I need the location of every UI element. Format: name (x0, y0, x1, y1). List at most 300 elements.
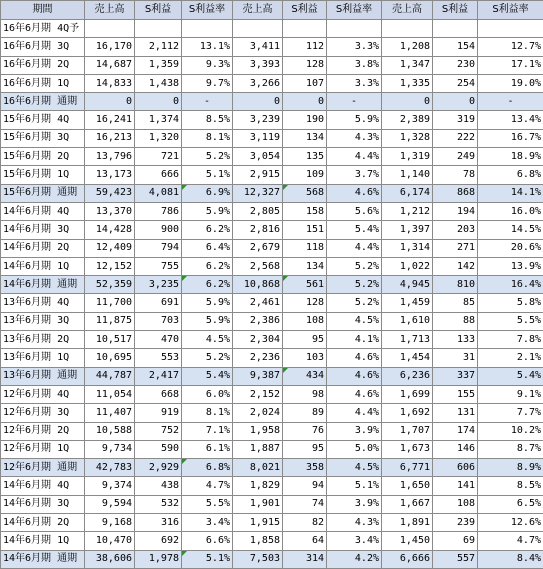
data-cell[interactable] (433, 459, 478, 477)
data-cell[interactable] (135, 477, 182, 495)
data-cell[interactable] (233, 477, 283, 495)
data-cell[interactable] (478, 129, 543, 147)
data-cell[interactable] (135, 404, 182, 422)
data-cell[interactable] (182, 38, 233, 56)
data-cell[interactable] (433, 550, 478, 568)
column-header-s-profit-1[interactable]: S利益 (135, 1, 182, 20)
data-cell[interactable] (233, 294, 283, 312)
data-cell[interactable] (182, 349, 233, 367)
data-cell[interactable] (382, 422, 433, 440)
data-cell[interactable] (85, 477, 135, 495)
data-cell[interactable] (478, 312, 543, 330)
data-cell[interactable] (182, 74, 233, 92)
data-cell[interactable] (382, 477, 433, 495)
data-cell[interactable] (85, 276, 135, 294)
column-header-s-profit-2[interactable]: S利益 (283, 1, 327, 20)
data-cell[interactable] (478, 440, 543, 458)
data-cell[interactable] (85, 166, 135, 184)
data-cell[interactable] (327, 404, 382, 422)
data-cell[interactable] (135, 495, 182, 513)
data-cell[interactable] (182, 294, 233, 312)
data-cell[interactable] (327, 166, 382, 184)
data-cell[interactable] (182, 148, 233, 166)
data-cell[interactable] (233, 385, 283, 403)
data-cell[interactable] (182, 129, 233, 147)
data-cell[interactable] (233, 239, 283, 257)
data-cell[interactable] (382, 202, 433, 220)
data-cell[interactable] (283, 166, 327, 184)
data-cell[interactable] (382, 495, 433, 513)
data-cell[interactable] (85, 93, 135, 111)
data-cell[interactable] (382, 440, 433, 458)
data-cell[interactable] (478, 367, 543, 385)
data-cell[interactable] (135, 202, 182, 220)
data-cell[interactable] (135, 367, 182, 385)
period-cell[interactable]: 15年6月期 3Q (1, 129, 85, 147)
data-cell[interactable] (135, 385, 182, 403)
column-header-period[interactable]: 期間 (1, 1, 85, 20)
data-cell[interactable] (135, 349, 182, 367)
period-cell[interactable]: 14年6月期 2Q (1, 514, 85, 532)
data-cell[interactable] (327, 294, 382, 312)
period-cell[interactable]: 14年6月期 1Q (1, 532, 85, 550)
data-cell[interactable] (433, 184, 478, 202)
data-cell[interactable] (478, 93, 543, 111)
column-header-sales-1[interactable]: 売上高 (85, 1, 135, 20)
data-cell[interactable] (182, 56, 233, 74)
data-cell[interactable] (382, 221, 433, 239)
data-cell[interactable] (382, 276, 433, 294)
data-cell[interactable] (233, 74, 283, 92)
data-cell[interactable] (283, 385, 327, 403)
data-cell[interactable] (135, 550, 182, 568)
column-header-sales-3[interactable]: 売上高 (382, 1, 433, 20)
data-cell[interactable] (182, 532, 233, 550)
data-cell[interactable] (283, 331, 327, 349)
period-cell[interactable]: 16年6月期 1Q (1, 74, 85, 92)
data-cell[interactable] (233, 331, 283, 349)
data-cell[interactable] (233, 514, 283, 532)
data-cell[interactable] (233, 349, 283, 367)
data-cell[interactable] (478, 148, 543, 166)
period-cell[interactable]: 13年6月期 1Q (1, 349, 85, 367)
data-cell[interactable] (182, 550, 233, 568)
data-cell[interactable] (135, 312, 182, 330)
data-cell[interactable] (478, 257, 543, 275)
data-cell[interactable] (283, 20, 327, 38)
data-cell[interactable] (182, 367, 233, 385)
period-cell[interactable]: 14年6月期 3Q (1, 221, 85, 239)
data-cell[interactable] (327, 440, 382, 458)
data-cell[interactable] (233, 202, 283, 220)
period-cell[interactable]: 13年6月期 2Q (1, 331, 85, 349)
column-header-s-margin-1[interactable]: S利益率 (182, 1, 233, 20)
data-cell[interactable] (327, 111, 382, 129)
data-cell[interactable] (433, 276, 478, 294)
data-cell[interactable] (85, 422, 135, 440)
data-cell[interactable] (182, 276, 233, 294)
data-cell[interactable] (85, 294, 135, 312)
data-cell[interactable] (478, 404, 543, 422)
data-cell[interactable] (135, 532, 182, 550)
data-cell[interactable] (135, 514, 182, 532)
data-cell[interactable] (135, 148, 182, 166)
data-cell[interactable] (283, 276, 327, 294)
period-cell[interactable]: 16年6月期 通期 (1, 93, 85, 111)
data-cell[interactable] (85, 404, 135, 422)
data-cell[interactable] (233, 312, 283, 330)
period-cell[interactable]: 12年6月期 4Q (1, 385, 85, 403)
data-cell[interactable] (382, 38, 433, 56)
period-cell[interactable]: 12年6月期 通期 (1, 459, 85, 477)
data-cell[interactable] (182, 221, 233, 239)
data-cell[interactable] (382, 367, 433, 385)
data-cell[interactable] (283, 367, 327, 385)
data-cell[interactable] (135, 221, 182, 239)
data-cell[interactable] (327, 459, 382, 477)
data-cell[interactable] (433, 56, 478, 74)
data-cell[interactable] (327, 385, 382, 403)
data-cell[interactable] (283, 550, 327, 568)
data-cell[interactable] (382, 56, 433, 74)
data-cell[interactable] (327, 257, 382, 275)
data-cell[interactable] (233, 440, 283, 458)
data-cell[interactable] (233, 550, 283, 568)
data-cell[interactable] (382, 349, 433, 367)
data-cell[interactable] (433, 166, 478, 184)
period-cell[interactable]: 13年6月期 3Q (1, 312, 85, 330)
data-cell[interactable] (382, 74, 433, 92)
data-cell[interactable] (283, 221, 327, 239)
data-cell[interactable] (433, 38, 478, 56)
data-cell[interactable] (433, 404, 478, 422)
data-cell[interactable] (478, 532, 543, 550)
data-cell[interactable] (327, 550, 382, 568)
period-cell[interactable]: 12年6月期 2Q (1, 422, 85, 440)
data-cell[interactable] (135, 294, 182, 312)
data-cell[interactable] (327, 129, 382, 147)
column-header-sales-2[interactable]: 売上高 (233, 1, 283, 20)
data-cell[interactable] (327, 239, 382, 257)
data-cell[interactable] (382, 514, 433, 532)
data-cell[interactable] (433, 532, 478, 550)
data-cell[interactable] (233, 459, 283, 477)
data-cell[interactable] (478, 221, 543, 239)
data-cell[interactable] (382, 93, 433, 111)
data-cell[interactable] (433, 129, 478, 147)
data-cell[interactable] (433, 367, 478, 385)
data-cell[interactable] (478, 294, 543, 312)
data-cell[interactable] (327, 93, 382, 111)
data-cell[interactable] (85, 221, 135, 239)
period-cell[interactable]: 14年6月期 4Q (1, 202, 85, 220)
data-cell[interactable] (327, 349, 382, 367)
data-cell[interactable] (283, 202, 327, 220)
data-cell[interactable] (182, 495, 233, 513)
data-cell[interactable] (478, 111, 543, 129)
column-header-s-margin-3[interactable]: S利益率 (478, 1, 543, 20)
data-cell[interactable] (433, 514, 478, 532)
period-cell[interactable]: 15年6月期 1Q (1, 166, 85, 184)
data-cell[interactable] (182, 477, 233, 495)
data-cell[interactable] (135, 111, 182, 129)
data-cell[interactable] (85, 367, 135, 385)
data-cell[interactable] (135, 184, 182, 202)
data-cell[interactable] (433, 422, 478, 440)
period-cell[interactable]: 15年6月期 2Q (1, 148, 85, 166)
data-cell[interactable] (433, 312, 478, 330)
data-cell[interactable] (135, 257, 182, 275)
data-cell[interactable] (135, 239, 182, 257)
data-cell[interactable] (327, 148, 382, 166)
data-cell[interactable] (182, 440, 233, 458)
data-cell[interactable] (283, 239, 327, 257)
period-cell[interactable]: 14年6月期 3Q (1, 495, 85, 513)
data-cell[interactable] (283, 312, 327, 330)
data-cell[interactable] (327, 20, 382, 38)
data-cell[interactable] (433, 440, 478, 458)
data-cell[interactable] (135, 331, 182, 349)
data-cell[interactable] (283, 440, 327, 458)
data-cell[interactable] (85, 184, 135, 202)
data-cell[interactable] (135, 38, 182, 56)
data-cell[interactable] (478, 74, 543, 92)
data-cell[interactable] (283, 495, 327, 513)
data-cell[interactable] (433, 477, 478, 495)
data-cell[interactable] (182, 202, 233, 220)
period-cell[interactable]: 16年6月期 3Q (1, 38, 85, 56)
data-cell[interactable] (233, 221, 283, 239)
data-cell[interactable] (135, 129, 182, 147)
data-cell[interactable] (382, 257, 433, 275)
period-cell[interactable]: 12年6月期 1Q (1, 440, 85, 458)
data-cell[interactable] (233, 56, 283, 74)
data-cell[interactable] (85, 129, 135, 147)
data-cell[interactable] (433, 294, 478, 312)
data-cell[interactable] (382, 385, 433, 403)
data-cell[interactable] (283, 294, 327, 312)
data-cell[interactable] (382, 404, 433, 422)
data-cell[interactable] (327, 367, 382, 385)
data-cell[interactable] (478, 550, 543, 568)
data-cell[interactable] (382, 294, 433, 312)
data-cell[interactable] (382, 550, 433, 568)
data-cell[interactable] (283, 257, 327, 275)
data-cell[interactable] (283, 184, 327, 202)
data-cell[interactable] (283, 56, 327, 74)
data-cell[interactable] (283, 93, 327, 111)
data-cell[interactable] (478, 385, 543, 403)
data-cell[interactable] (478, 514, 543, 532)
data-cell[interactable] (85, 440, 135, 458)
column-header-s-profit-3[interactable]: S利益 (433, 1, 478, 20)
data-cell[interactable] (233, 20, 283, 38)
data-cell[interactable] (478, 56, 543, 74)
data-cell[interactable] (233, 129, 283, 147)
data-cell[interactable] (382, 111, 433, 129)
data-cell[interactable] (382, 184, 433, 202)
data-cell[interactable] (85, 312, 135, 330)
data-cell[interactable] (85, 385, 135, 403)
data-cell[interactable] (327, 202, 382, 220)
data-cell[interactable] (182, 239, 233, 257)
data-cell[interactable] (135, 459, 182, 477)
data-cell[interactable] (327, 422, 382, 440)
data-cell[interactable] (327, 221, 382, 239)
data-cell[interactable] (327, 312, 382, 330)
data-cell[interactable] (327, 477, 382, 495)
data-cell[interactable] (478, 422, 543, 440)
data-cell[interactable] (182, 459, 233, 477)
period-cell[interactable]: 13年6月期 4Q (1, 294, 85, 312)
data-cell[interactable] (478, 202, 543, 220)
period-cell[interactable]: 14年6月期 4Q (1, 477, 85, 495)
data-cell[interactable] (382, 166, 433, 184)
data-cell[interactable] (233, 93, 283, 111)
period-cell[interactable]: 14年6月期 通期 (1, 276, 85, 294)
data-cell[interactable] (135, 56, 182, 74)
data-cell[interactable] (382, 331, 433, 349)
data-cell[interactable] (433, 495, 478, 513)
data-cell[interactable] (182, 20, 233, 38)
data-cell[interactable] (233, 367, 283, 385)
data-cell[interactable] (233, 111, 283, 129)
data-cell[interactable] (233, 257, 283, 275)
data-cell[interactable] (283, 459, 327, 477)
data-cell[interactable] (85, 20, 135, 38)
data-cell[interactable] (283, 514, 327, 532)
data-cell[interactable] (478, 331, 543, 349)
data-cell[interactable] (85, 459, 135, 477)
data-cell[interactable] (233, 495, 283, 513)
data-cell[interactable] (327, 514, 382, 532)
data-cell[interactable] (85, 38, 135, 56)
data-cell[interactable] (283, 74, 327, 92)
data-cell[interactable] (478, 20, 543, 38)
data-cell[interactable] (85, 349, 135, 367)
data-cell[interactable] (233, 404, 283, 422)
data-cell[interactable] (85, 74, 135, 92)
data-cell[interactable] (327, 38, 382, 56)
data-cell[interactable] (478, 459, 543, 477)
data-cell[interactable] (327, 184, 382, 202)
data-cell[interactable] (478, 184, 543, 202)
data-cell[interactable] (85, 239, 135, 257)
data-cell[interactable] (233, 38, 283, 56)
period-cell[interactable]: 14年6月期 通期 (1, 550, 85, 568)
data-cell[interactable] (85, 532, 135, 550)
data-cell[interactable] (433, 74, 478, 92)
data-cell[interactable] (433, 111, 478, 129)
data-cell[interactable] (182, 93, 233, 111)
data-cell[interactable] (283, 404, 327, 422)
data-cell[interactable] (283, 349, 327, 367)
data-cell[interactable] (182, 184, 233, 202)
data-cell[interactable] (85, 257, 135, 275)
data-cell[interactable] (233, 276, 283, 294)
data-cell[interactable] (433, 148, 478, 166)
data-cell[interactable] (433, 221, 478, 239)
period-cell[interactable]: 14年6月期 2Q (1, 239, 85, 257)
data-cell[interactable] (478, 239, 543, 257)
data-cell[interactable] (283, 532, 327, 550)
data-cell[interactable] (283, 129, 327, 147)
data-cell[interactable] (382, 129, 433, 147)
data-cell[interactable] (382, 148, 433, 166)
data-cell[interactable] (327, 495, 382, 513)
period-cell[interactable]: 15年6月期 通期 (1, 184, 85, 202)
data-cell[interactable] (433, 349, 478, 367)
data-cell[interactable] (135, 440, 182, 458)
period-cell[interactable]: 12年6月期 3Q (1, 404, 85, 422)
data-cell[interactable] (233, 532, 283, 550)
data-cell[interactable] (382, 312, 433, 330)
data-cell[interactable] (478, 166, 543, 184)
data-cell[interactable] (478, 349, 543, 367)
data-cell[interactable] (433, 239, 478, 257)
data-cell[interactable] (182, 111, 233, 129)
data-cell[interactable] (135, 166, 182, 184)
data-cell[interactable] (478, 38, 543, 56)
data-cell[interactable] (135, 422, 182, 440)
data-cell[interactable] (478, 495, 543, 513)
data-cell[interactable] (233, 184, 283, 202)
data-cell[interactable] (283, 148, 327, 166)
data-cell[interactable] (182, 257, 233, 275)
data-cell[interactable] (327, 56, 382, 74)
data-cell[interactable] (327, 276, 382, 294)
data-cell[interactable] (283, 111, 327, 129)
period-cell[interactable]: 16年6月期 4Q予 (1, 20, 85, 38)
data-cell[interactable] (182, 385, 233, 403)
data-cell[interactable] (85, 550, 135, 568)
data-cell[interactable] (85, 514, 135, 532)
data-cell[interactable] (85, 111, 135, 129)
data-cell[interactable] (433, 257, 478, 275)
data-cell[interactable] (85, 56, 135, 74)
data-cell[interactable] (382, 532, 433, 550)
data-cell[interactable] (233, 166, 283, 184)
data-cell[interactable] (433, 202, 478, 220)
data-cell[interactable] (233, 148, 283, 166)
data-cell[interactable] (85, 331, 135, 349)
data-cell[interactable] (85, 495, 135, 513)
data-cell[interactable] (182, 422, 233, 440)
data-cell[interactable] (182, 166, 233, 184)
data-cell[interactable] (327, 532, 382, 550)
column-header-s-margin-2[interactable]: S利益率 (327, 1, 382, 20)
data-cell[interactable] (382, 239, 433, 257)
data-cell[interactable] (478, 477, 543, 495)
period-cell[interactable]: 14年6月期 1Q (1, 257, 85, 275)
data-cell[interactable] (382, 20, 433, 38)
data-cell[interactable] (433, 20, 478, 38)
data-cell[interactable] (283, 422, 327, 440)
data-cell[interactable] (478, 276, 543, 294)
data-cell[interactable] (85, 148, 135, 166)
data-cell[interactable] (233, 422, 283, 440)
data-cell[interactable] (283, 38, 327, 56)
data-cell[interactable] (135, 276, 182, 294)
data-cell[interactable] (135, 20, 182, 38)
data-cell[interactable] (433, 331, 478, 349)
data-cell[interactable] (135, 93, 182, 111)
data-cell[interactable] (433, 93, 478, 111)
data-cell[interactable] (182, 404, 233, 422)
period-cell[interactable]: 13年6月期 通期 (1, 367, 85, 385)
data-cell[interactable] (382, 459, 433, 477)
data-cell[interactable] (182, 514, 233, 532)
